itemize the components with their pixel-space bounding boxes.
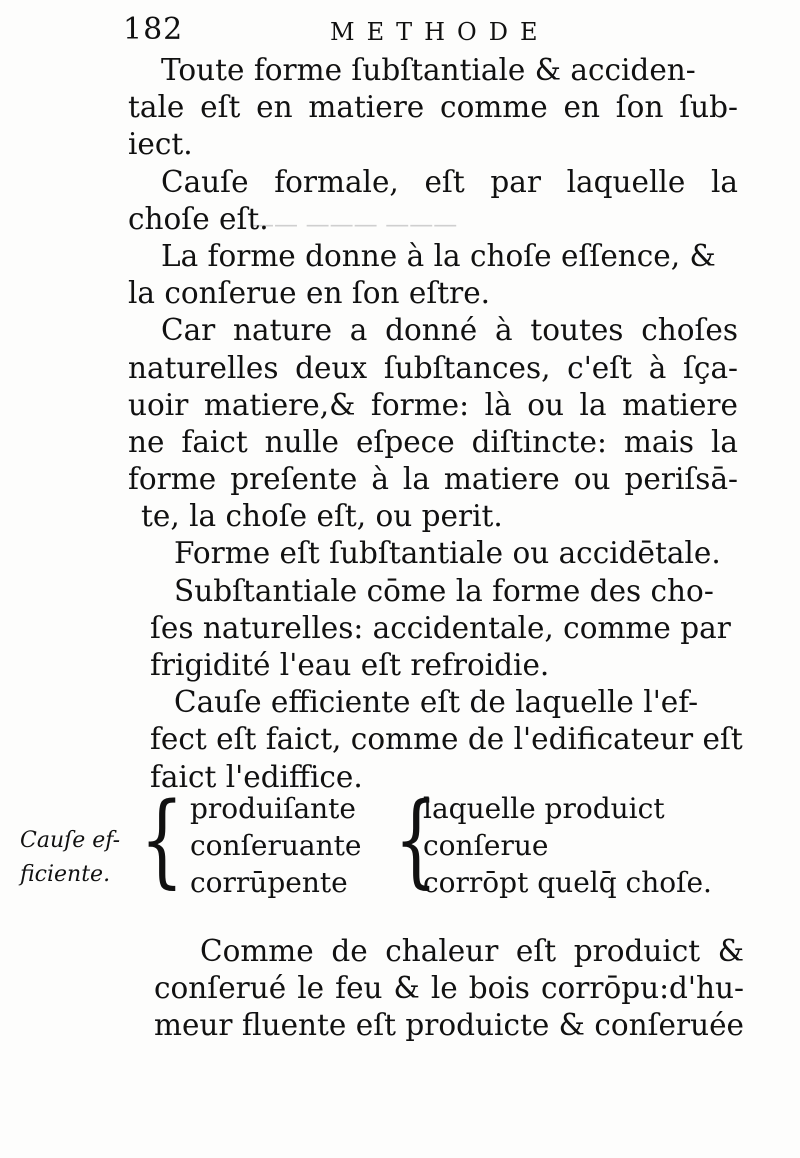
text-line: forme preſente à la matiere ou periſsā- (128, 462, 738, 497)
text-line: la conſerue en ſon eſtre. (128, 276, 491, 311)
left-column-item: corrūpente (190, 866, 348, 899)
bleed-through: ——— ——— —— (250, 210, 458, 238)
page-header (123, 12, 683, 52)
text-line: tale eſt en matiere comme en ſon ſub- (128, 90, 738, 125)
text-line: conſerué le feu & le bois corrōpu:d'hu- (154, 971, 744, 1006)
text-line: Comme de chaleur eſt produict & (200, 934, 744, 968)
right-brace-icon: { (394, 781, 438, 899)
text-line: La forme donne à la choſe eſſence, & (161, 238, 716, 273)
text-line: naturelles deux ſubſtances, c'eſt à ſça- (128, 350, 738, 385)
side-label (20, 824, 120, 892)
right-column (423, 790, 712, 901)
text-line: Car nature a donné à toutes choſes (161, 313, 738, 348)
text-line: frigidité l'eau eſt refroidie. (150, 648, 550, 682)
text-line: meur fluente eſt produicte & conſeruée (154, 1008, 744, 1043)
left-column-item: conſeruante (190, 829, 362, 862)
text-line: Toute forme ſubſtantiale & acciden- (161, 53, 696, 87)
text-line: Cauſe efficiente eſt de laquelle l'ef- (174, 685, 699, 720)
text-line: uoir matiere,& forme: là ou la matiere (128, 387, 738, 422)
right-column-item: conſerue (423, 829, 549, 862)
text-line: ne faict nulle eſpece diſtincte: mais la (128, 424, 738, 459)
right-column-item: corrōpt quelq̄ choſe. (423, 866, 712, 899)
body-text (128, 52, 743, 796)
side-label-line: ficiente. (20, 862, 111, 887)
text-line: choſe eſt. (128, 201, 269, 236)
text-line: Forme eſt ſubſtantiale ou accidētale. (174, 536, 721, 571)
page-number: 182 (123, 12, 184, 47)
right-column-item: laquelle produict (423, 792, 665, 825)
text-line: ſes naturelles: accidentale, comme par (150, 610, 731, 645)
text-line: Subſtantiale cōme la forme des cho- (174, 573, 714, 608)
running-head: METHODE (330, 18, 550, 46)
left-column (190, 790, 361, 901)
text-line: Cauſe formale, eſt par laquelle la (161, 164, 738, 199)
bracket-diagram (0, 781, 800, 906)
text-line: iect. (128, 127, 193, 162)
left-brace-icon: { (140, 781, 184, 899)
text-line: fect eſt faict, comme de l'edificateur eſt (150, 722, 743, 757)
text-line: faict l'ediffice. (150, 759, 363, 794)
closing-text (154, 933, 744, 1045)
text-line: te, la choſe eſt, ou perit. (141, 499, 503, 534)
side-label-line: Cauſe ef- (20, 828, 121, 853)
left-column-item: produiſante (190, 792, 356, 825)
